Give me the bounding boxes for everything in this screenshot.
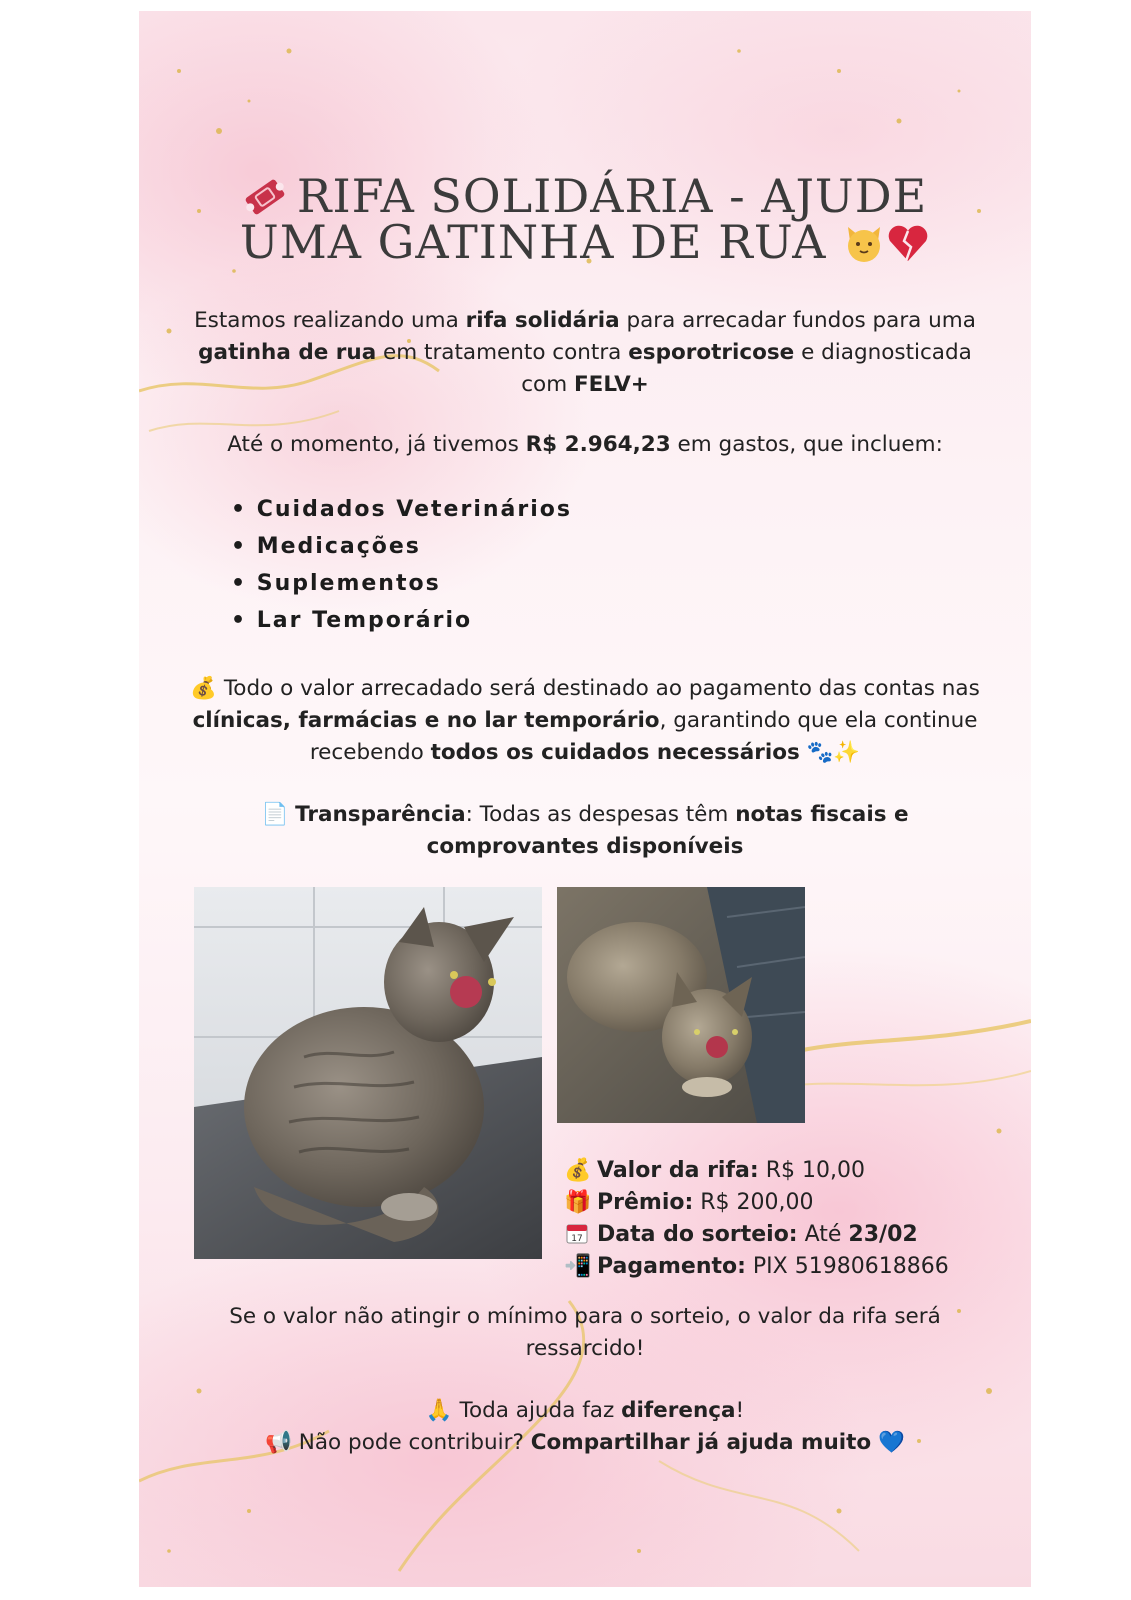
money-bag-icon: 💰 — [564, 1158, 592, 1183]
list-item: • Suplementos — [231, 565, 572, 602]
closing-line-1: 🙏 Toda ajuda faz diferença! — [425, 1398, 745, 1423]
cat-face-icon — [842, 221, 886, 272]
raffle-info — [564, 1155, 949, 1283]
phone-arrow-icon: 📲 — [564, 1254, 592, 1279]
raffle-price: 💰 Valor da rifa: R$ 10,00 — [564, 1155, 949, 1187]
megaphone-icon: 📢 — [265, 1430, 292, 1455]
title-line-2 — [139, 215, 1031, 272]
paw-prints-icon: 🐾 — [806, 740, 834, 765]
raffle-prize: 🎁 Prêmio: R$ 200,00 — [564, 1187, 949, 1219]
broken-heart-icon — [886, 221, 930, 272]
raffle-poster — [139, 11, 1031, 1587]
cat-photo-outdoor — [557, 887, 805, 1123]
money-bag-icon: 💰 — [190, 676, 217, 701]
cat-photo-vet-table — [194, 887, 542, 1259]
calendar-icon — [564, 1219, 590, 1251]
praying-hands-icon: 🙏 — [425, 1398, 453, 1423]
refund-paragraph: Se o valor não atingir o mínimo para o sorteio, o valor da rifa será ressarcido! — [229, 1304, 941, 1361]
destination-paragraph: 💰 Todo o valor arrecadado será destinado ao pagamento das contas nas clínicas, farmácias e no lar temporário, garantindo que ela continue recebendo todos os cuidados necessários 🐾✨ — [190, 676, 980, 765]
expenses-paragraph: Até o momento, já tivemos R$ 2.964,23 em gastos, que incluem: — [227, 432, 943, 457]
title-text-2: UMA GATINHA DE RUA — [239, 215, 827, 269]
svg-text:17: 17 — [571, 1234, 583, 1244]
transparency-paragraph: 📄 Transparência: Todas as despesas têm notas fiscais e comprovantes disponíveis — [261, 802, 909, 859]
raffle-payment: 📲 Pagamento: PIX 51980618866 — [564, 1251, 949, 1283]
list-item: • Medicações — [231, 528, 572, 565]
list-item: • Lar Temporário — [231, 602, 572, 639]
closing-line-2: 📢 Não pode contribuir? Compartilhar já ajuda muito 💙 — [265, 1430, 905, 1455]
gift-icon: 🎁 — [564, 1190, 592, 1215]
document-icon: 📄 — [261, 802, 289, 827]
title-text-1: RIFA SOLIDÁRIA - AJUDE — [296, 169, 928, 223]
blue-heart-icon: 💙 — [878, 1430, 905, 1455]
list-item: • Cuidados Veterinários — [231, 491, 572, 528]
intro-paragraph: Estamos realizando uma rifa solidária para arrecadar fundos para uma gatinha de rua em tratamento contra esporotricose e diagnosticada com FELV+ — [194, 308, 976, 397]
sparkles-icon: ✨ — [833, 740, 861, 765]
raffle-date: 17 Data do sorteio: Até 23/02 — [564, 1219, 949, 1251]
expenses-list — [231, 491, 572, 639]
